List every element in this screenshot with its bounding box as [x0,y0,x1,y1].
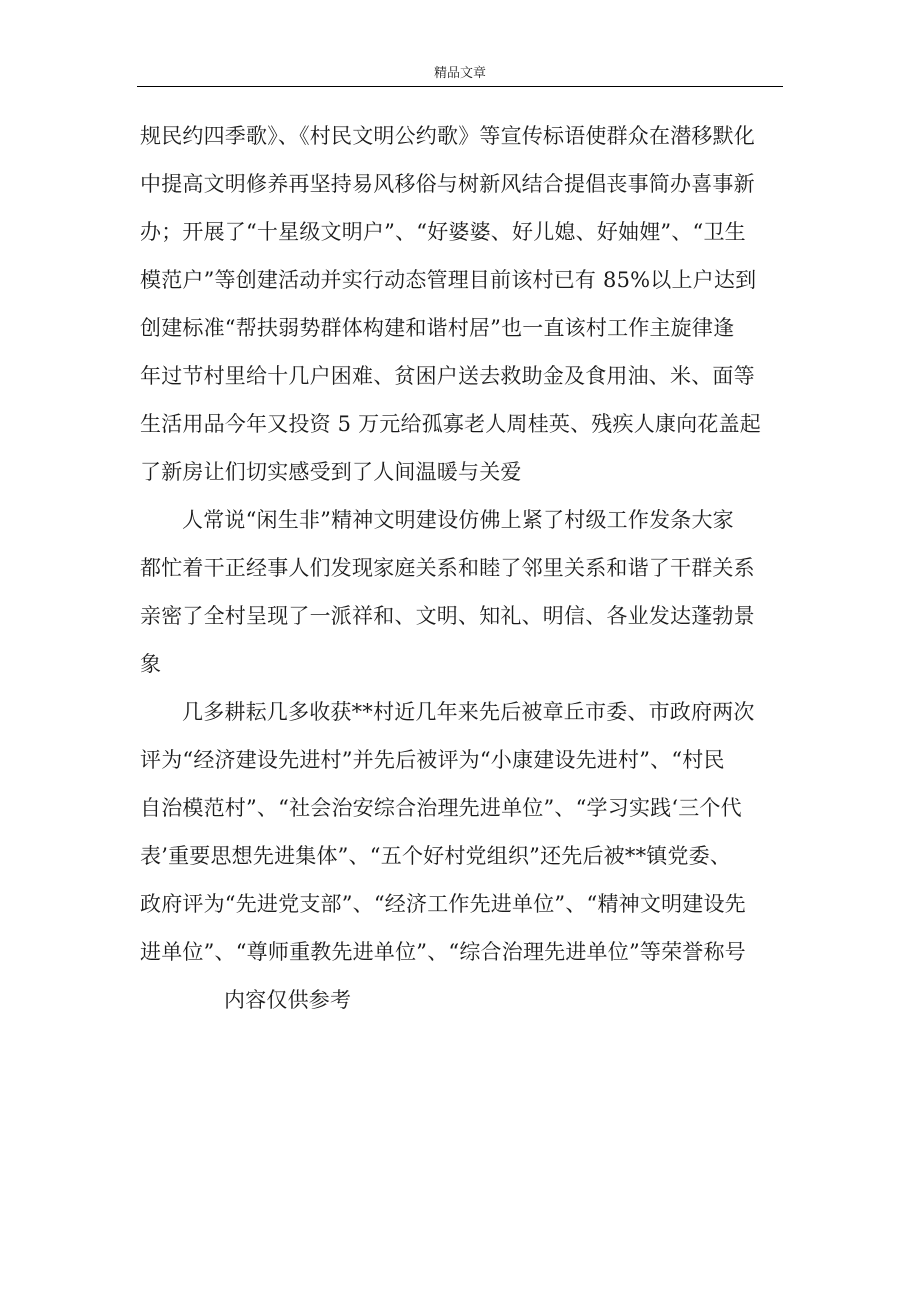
text-line: 自治模范村”、“社会治安综合治理先进单位”、“学习实践‘三个代 [140,796,742,820]
text-line: 模范户”等创建活动并实行动态管理目前该村已有 85%以上户达到 [140,268,757,292]
text-line: 规民约四季歌》、《村民文明公约歌》等宣传标语使群众在潜移默化 [140,124,755,148]
reference-note: 内容仅供参考 [224,988,352,1012]
text-line: 办；开展了“十星级文明户”、“好婆婆、好儿媳、好妯娌”、“卫生 [140,220,746,244]
text-line: 生活用品今年又投资 5 万元给孤寡老人周桂英、残疾人康向花盖起 [140,412,761,436]
text-line: 政府评为“先进党支部”、“经济工作先进单位”、“精神文明建设先 [140,892,746,916]
text-line: 年过节村里给十几户困难、贫困户送去救助金及食用油、米、面等 [140,364,755,388]
page-header [137,58,783,87]
text-line: 中提高文明修养再坚持易风移俗与树新风结合提倡丧事简办喜事新 [140,172,755,196]
text-line: 象 [140,652,162,676]
text-line: 表’重要思想先进集体”、“五个好村党组织”还先后被**镇党委、 [140,844,732,868]
paragraph-first-line: 几多耕耘几多收获**村近几年来先后被章丘市委、市政府两次 [182,700,755,724]
text-line: 评为“经济建设先进村”并先后被评为“小康建设先进村”、“村民 [140,748,725,772]
text-line: 都忙着干正经事人们发现家庭关系和睦了邻里关系和谐了干群关系 [140,556,755,580]
article-body [140,112,768,1024]
paragraph-first-line: 人常说“闲生非”精神文明建设仿佛上紧了村级工作发条大家 [182,508,734,532]
header-title: 精品文章 [433,66,486,81]
text-line: 进单位”、“尊师重教先进单位”、“综合治理先进单位”等荣誉称号 [140,940,746,964]
text-line: 亲密了全村呈现了一派祥和、文明、知礼、明信、各业发达蓬勃景 [140,604,755,628]
text-line: 创建标准“帮扶弱势群体构建和谐村居”也一直该村工作主旋律逢 [140,316,735,340]
text-line: 了新房让们切实感受到了人间温暖与关爱 [140,460,522,484]
